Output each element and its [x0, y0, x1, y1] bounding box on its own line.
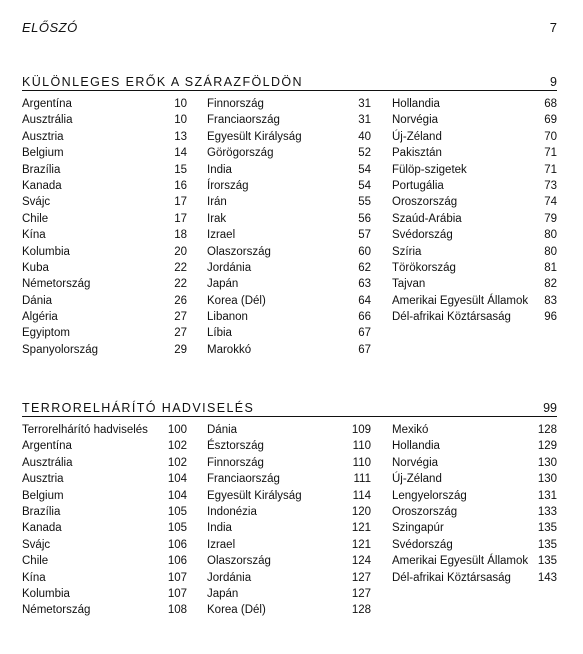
toc-entry-page: 31 — [358, 98, 371, 110]
toc-entry[interactable] — [22, 227, 187, 243]
toc-entry[interactable] — [392, 553, 557, 569]
toc-entry[interactable] — [392, 112, 557, 128]
toc-entry[interactable] — [207, 602, 371, 618]
toc-entry[interactable] — [22, 129, 187, 145]
toc-entry[interactable] — [392, 129, 557, 145]
toc-entry[interactable] — [392, 520, 557, 536]
toc-entry-page: 74 — [544, 196, 557, 209]
toc-entry[interactable] — [207, 586, 371, 602]
toc-entry-name: Dél-afrikai Köztársaság — [392, 571, 511, 584]
toc-entry[interactable] — [22, 325, 187, 341]
toc-entry-name: Egyiptom — [22, 327, 70, 340]
toc-entry[interactable] — [207, 553, 371, 569]
toc-entry-page: 110 — [352, 440, 371, 453]
toc-entry-name: Kolumbia — [22, 245, 70, 258]
toc-entry-name: Argentína — [22, 440, 72, 453]
toc-entry-page: 110 — [352, 456, 371, 469]
toc-entry-name: Franciaország — [207, 114, 280, 127]
toc-entry-name: Libanon — [207, 311, 248, 324]
toc-entry-page: 111 — [353, 473, 371, 486]
toc-entry-name: Amerikai Egyesült Államok — [392, 294, 529, 307]
toc-entry-page: 67 — [358, 327, 371, 340]
toc-entry-page: 70 — [544, 130, 557, 143]
toc-entry-page: 83 — [544, 294, 557, 307]
toc-entry-name: Finnország — [207, 98, 264, 110]
toc-entry[interactable] — [392, 488, 557, 504]
section-page: 9 — [550, 75, 557, 89]
toc-entry[interactable] — [392, 293, 557, 309]
toc-entry-page: 128 — [351, 604, 371, 617]
toc-entry[interactable] — [22, 504, 187, 520]
toc-entry-page: 120 — [351, 505, 371, 518]
toc-entry-page: 10 — [174, 114, 187, 127]
toc-entry-name: Brazília — [22, 505, 61, 518]
toc-entry-name: Dánia — [207, 424, 238, 436]
toc-entry-page: 56 — [358, 212, 371, 225]
toc-entry[interactable] — [207, 211, 371, 227]
toc-entry-page: 135 — [537, 538, 557, 551]
toc-entry-name: Ausztria — [22, 473, 64, 486]
toc-entry[interactable] — [392, 276, 557, 292]
toc-entry-page: 71 — [544, 163, 557, 176]
toc-entry[interactable] — [207, 162, 371, 178]
toc-entry-page: 64 — [358, 294, 371, 307]
toc-entry-name: Argentína — [22, 98, 72, 110]
toc-entry-name: Norvégia — [392, 456, 439, 469]
toc-entry-page: 127 — [351, 571, 371, 584]
toc-entry-name: Portugália — [392, 179, 444, 192]
toc-entry[interactable] — [392, 96, 557, 112]
toc-entry[interactable] — [392, 570, 557, 586]
toc-entry[interactable] — [22, 96, 187, 112]
toc-entry[interactable] — [22, 553, 187, 569]
toc-entry[interactable] — [392, 227, 557, 243]
toc-entry[interactable] — [22, 211, 187, 227]
toc-entry-page: 15 — [174, 163, 187, 176]
toc-entry-name: Japán — [207, 587, 239, 600]
toc-entry-page: 22 — [174, 261, 187, 274]
toc-entry-name: Egyesült Királyság — [207, 489, 302, 502]
toc-entry-page: 40 — [358, 130, 371, 143]
toc-entry-name: Belgium — [22, 489, 64, 502]
toc-entry-name: Korea (Dél) — [207, 294, 266, 307]
toc-entry-name: Pakisztán — [392, 147, 442, 160]
toc-entry-name: Németország — [22, 278, 91, 291]
toc-entry-name: Szaúd-Arábia — [392, 212, 462, 225]
toc-entry-name: Németország — [22, 604, 91, 617]
toc-entry-name: Fülöp-szigetek — [392, 163, 467, 176]
toc-entry-page: 54 — [358, 163, 371, 176]
toc-entry[interactable] — [207, 227, 371, 243]
page-number: 7 — [549, 20, 557, 35]
toc-entry-name: Törökország — [392, 261, 456, 274]
section-title[interactable]: KÜLÖNLEGES ERŐK A SZÁRAZFÖLDÖN — [22, 75, 303, 89]
toc-entry-name: Ausztrália — [22, 456, 73, 469]
toc-entry[interactable] — [392, 309, 557, 325]
toc-entry-page: 102 — [167, 456, 187, 469]
toc-entry[interactable] — [207, 342, 371, 358]
toc-entry-page: 121 — [351, 538, 371, 551]
toc-entry-page: 16 — [174, 179, 187, 192]
toc-entry-page: 106 — [167, 538, 187, 551]
toc-entry-page: 82 — [544, 278, 557, 291]
toc-entry[interactable] — [22, 488, 187, 504]
toc-entry-name: Hollandia — [392, 440, 440, 453]
toc-entry[interactable] — [207, 438, 371, 454]
toc-entry-name: Amerikai Egyesült Államok — [392, 555, 529, 568]
toc-entry-page: 96 — [544, 311, 557, 324]
toc-entry[interactable] — [392, 162, 557, 178]
section-heading[interactable] — [22, 72, 557, 91]
toc-entry[interactable] — [392, 455, 557, 471]
toc-entry[interactable] — [207, 488, 371, 504]
toc-entry[interactable] — [22, 162, 187, 178]
toc-entry-page: 68 — [544, 98, 557, 110]
toc-entry[interactable] — [207, 244, 371, 260]
toc-entry-page: 10 — [174, 98, 187, 110]
toc-entry-page: 31 — [358, 114, 371, 127]
toc-entry-name: Izrael — [207, 229, 236, 242]
toc-entry-page: 102 — [167, 440, 187, 453]
toc-entry-page: 104 — [167, 473, 187, 486]
toc-entry[interactable] — [207, 145, 371, 161]
toc-entry-page: 128 — [537, 424, 557, 436]
toc-entry-page: 105 — [167, 522, 187, 535]
toc-entry-name: Svájc — [22, 196, 51, 209]
toc-entry-page: 79 — [544, 212, 557, 225]
toc-entry-name: Finnország — [207, 456, 264, 469]
toc-entry-name: Belgium — [22, 147, 64, 160]
toc-entry-page: 55 — [358, 196, 371, 209]
toc-entry[interactable] — [392, 504, 557, 520]
toc-entry-page: 26 — [174, 294, 187, 307]
toc-entry[interactable] — [207, 194, 371, 210]
toc-entry[interactable] — [207, 276, 371, 292]
toc-entry[interactable] — [22, 570, 187, 586]
toc-entry-page: 135 — [537, 522, 557, 535]
toc-entry[interactable] — [22, 537, 187, 553]
toc-entry[interactable] — [392, 145, 557, 161]
toc-entry-page: 109 — [351, 424, 371, 436]
toc-entry[interactable] — [207, 309, 371, 325]
toc-entry-page: 131 — [537, 489, 557, 502]
toc-entry[interactable] — [207, 471, 371, 487]
toc-entry[interactable] — [207, 422, 371, 438]
toc-entry-page: 60 — [358, 245, 371, 258]
toc-column — [207, 422, 371, 619]
toc-entry-name: Kanada — [22, 522, 62, 535]
toc-entry-name: Indonézia — [207, 505, 257, 518]
toc-entry-page: 108 — [167, 604, 187, 617]
toc-column — [207, 96, 371, 358]
toc-entry-page: 67 — [358, 343, 371, 356]
toc-column — [22, 422, 187, 619]
toc-entry[interactable] — [22, 342, 187, 358]
toc-entry-page: 104 — [167, 489, 187, 502]
toc-entry-name: Korea (Dél) — [207, 604, 266, 617]
toc-entry[interactable] — [207, 129, 371, 145]
toc-entry[interactable] — [22, 293, 187, 309]
toc-entry[interactable] — [22, 586, 187, 602]
toc-entry[interactable] — [207, 570, 371, 586]
toc-entry[interactable] — [207, 260, 371, 276]
toc-entry[interactable] — [392, 244, 557, 260]
toc-entry[interactable] — [207, 520, 371, 536]
toc-entry-name: Hollandia — [392, 98, 440, 110]
toc-entry-page: 80 — [544, 229, 557, 242]
toc-entry-page: 18 — [174, 229, 187, 242]
toc-entry[interactable] — [22, 112, 187, 128]
toc-entry[interactable] — [22, 260, 187, 276]
toc-entry[interactable] — [392, 422, 557, 438]
toc-entry-page: 63 — [358, 278, 371, 291]
toc-entry-name: Oroszország — [392, 196, 458, 209]
toc-column — [392, 96, 557, 325]
toc-entry-page: 107 — [167, 587, 187, 600]
toc-entry-page: 114 — [352, 489, 371, 502]
toc-entry-name: Svédország — [392, 229, 453, 242]
toc-entry-page: 17 — [174, 196, 187, 209]
toc-entry-name: Chile — [22, 212, 49, 225]
toc-entry-page: 20 — [174, 245, 187, 258]
toc-entry-page: 100 — [167, 424, 187, 436]
toc-entry-name: Irak — [207, 212, 227, 225]
toc-entry-page: 143 — [537, 571, 557, 584]
toc-entry-name: Egyesült Királyság — [207, 130, 302, 143]
toc-entry-page: 135 — [537, 555, 557, 568]
toc-entry[interactable] — [22, 244, 187, 260]
toc-section — [22, 72, 557, 356]
toc-column — [22, 96, 187, 358]
toc-entry-page: 27 — [174, 327, 187, 340]
toc-entry-page: 54 — [358, 179, 371, 192]
toc-entry-name: Szingapúr — [392, 522, 444, 535]
toc-section — [22, 398, 557, 617]
toc-entry-name: Norvégia — [392, 114, 439, 127]
toc-entry-name: Tajvan — [392, 278, 426, 291]
toc-entry-page: 14 — [174, 147, 187, 160]
toc-entry-page: 69 — [544, 114, 557, 127]
toc-entry-name: Kuba — [22, 261, 49, 274]
toc-entry-name: Új-Zéland — [392, 473, 442, 486]
toc-entry-name: Olaszország — [207, 555, 271, 568]
toc-entry-name: Jordánia — [207, 261, 252, 274]
toc-entry[interactable] — [22, 309, 187, 325]
toc-entry-name: Új-Zéland — [392, 130, 442, 143]
toc-entry-page: 17 — [174, 212, 187, 225]
toc-entry-name: Olaszország — [207, 245, 271, 258]
toc-entry[interactable] — [207, 455, 371, 471]
toc-entry[interactable] — [22, 455, 187, 471]
toc-entry-page: 105 — [167, 505, 187, 518]
toc-entry[interactable] — [22, 438, 187, 454]
toc-entry-name: Írország — [207, 179, 249, 192]
toc-entry[interactable] — [22, 178, 187, 194]
toc-entry-name: Irán — [207, 196, 227, 209]
toc-entry[interactable] — [22, 194, 187, 210]
toc-entry-page: 80 — [544, 245, 557, 258]
toc-entry-name: Svédország — [392, 538, 453, 551]
toc-entry-name: Svájc — [22, 538, 51, 551]
toc-entry-name: Izrael — [207, 538, 236, 551]
toc-entry-name: Brazília — [22, 163, 61, 176]
toc-entry[interactable] — [207, 112, 371, 128]
toc-entry[interactable] — [207, 178, 371, 194]
toc-entry-name: Jordánia — [207, 571, 252, 584]
toc-entry-page: 71 — [544, 147, 557, 160]
toc-entry-page: 107 — [167, 571, 187, 584]
toc-entry[interactable] — [22, 520, 187, 536]
toc-entry-page: 73 — [544, 179, 557, 192]
toc-entry[interactable] — [207, 293, 371, 309]
toc-entry[interactable] — [392, 438, 557, 454]
toc-entry-name: Kanada — [22, 179, 62, 192]
toc-entry-page: 121 — [351, 522, 371, 535]
toc-entry-page: 13 — [174, 130, 187, 143]
toc-entry-name: Japán — [207, 278, 239, 291]
toc-entry-page: 127 — [351, 587, 371, 600]
toc-entry-name: Marokkó — [207, 343, 252, 356]
toc-column — [392, 422, 557, 586]
toc-entry[interactable] — [392, 211, 557, 227]
toc-entry-page: 106 — [167, 555, 187, 568]
toc-entry-page: 66 — [358, 311, 371, 324]
toc-entry-name: Kolumbia — [22, 587, 70, 600]
toc-entry-name: Kína — [22, 229, 46, 242]
toc-entry-page: 130 — [537, 456, 557, 469]
toc-entry-name: Terrorelhárító hadviselés — [22, 424, 148, 436]
toc-entry-name: Franciaország — [207, 473, 280, 486]
toc-entry-name: Ausztria — [22, 130, 64, 143]
toc-entry[interactable] — [207, 537, 371, 553]
toc-entry-name: India — [207, 163, 232, 176]
toc-entry[interactable] — [392, 178, 557, 194]
page-header-title: ELŐSZÓ — [22, 20, 78, 35]
toc-entry-page: 22 — [174, 278, 187, 291]
toc-entry[interactable] — [22, 276, 187, 292]
page-header — [22, 20, 557, 40]
toc-entry[interactable] — [392, 537, 557, 553]
toc-entry-name: Szíria — [392, 245, 422, 258]
toc-entry-name: Észtország — [207, 440, 264, 453]
toc-entry-page: 129 — [537, 440, 557, 453]
toc-entry-page: 130 — [537, 473, 557, 486]
toc-entry[interactable] — [392, 471, 557, 487]
toc-entry[interactable] — [22, 422, 187, 438]
section-page: 99 — [543, 401, 557, 415]
toc-entry-name: Dél-afrikai Köztársaság — [392, 311, 511, 324]
toc-entry-page: 52 — [358, 147, 371, 160]
toc-entry-name: Chile — [22, 555, 49, 568]
toc-entry-name: Spanyolország — [22, 343, 99, 356]
toc-entry[interactable] — [22, 145, 187, 161]
toc-entry[interactable] — [207, 325, 371, 341]
toc-entry-name: Görögország — [207, 147, 274, 160]
toc-entry-name: Ausztrália — [22, 114, 73, 127]
toc-entry[interactable] — [392, 260, 557, 276]
toc-entry-name: Dánia — [22, 294, 53, 307]
toc-entry-name: Kína — [22, 571, 46, 584]
toc-entry-name: Oroszország — [392, 505, 458, 518]
toc-entry-page: 57 — [358, 229, 371, 242]
section-heading[interactable] — [22, 398, 557, 417]
toc-entry-name: Líbia — [207, 327, 232, 340]
toc-entry-name: Mexikó — [392, 424, 429, 436]
toc-entry-page: 62 — [358, 261, 371, 274]
toc-entry-page: 124 — [351, 555, 371, 568]
toc-entry-page: 27 — [174, 311, 187, 324]
toc-entry-name: India — [207, 522, 232, 535]
toc-entry-name: Algéria — [22, 311, 58, 324]
toc-entry[interactable] — [22, 602, 187, 618]
toc-entry-page: 29 — [174, 343, 187, 356]
toc-entry[interactable] — [207, 96, 371, 112]
section-title[interactable]: TERRORELHÁRÍTÓ HADVISELÉS — [22, 401, 255, 415]
toc-entry[interactable] — [207, 504, 371, 520]
toc-entry-page: 133 — [537, 505, 557, 518]
toc-entry-page: 81 — [544, 261, 557, 274]
toc-entry[interactable] — [392, 194, 557, 210]
toc-entry-name: Lengyelország — [392, 489, 467, 502]
toc-entry[interactable] — [22, 471, 187, 487]
